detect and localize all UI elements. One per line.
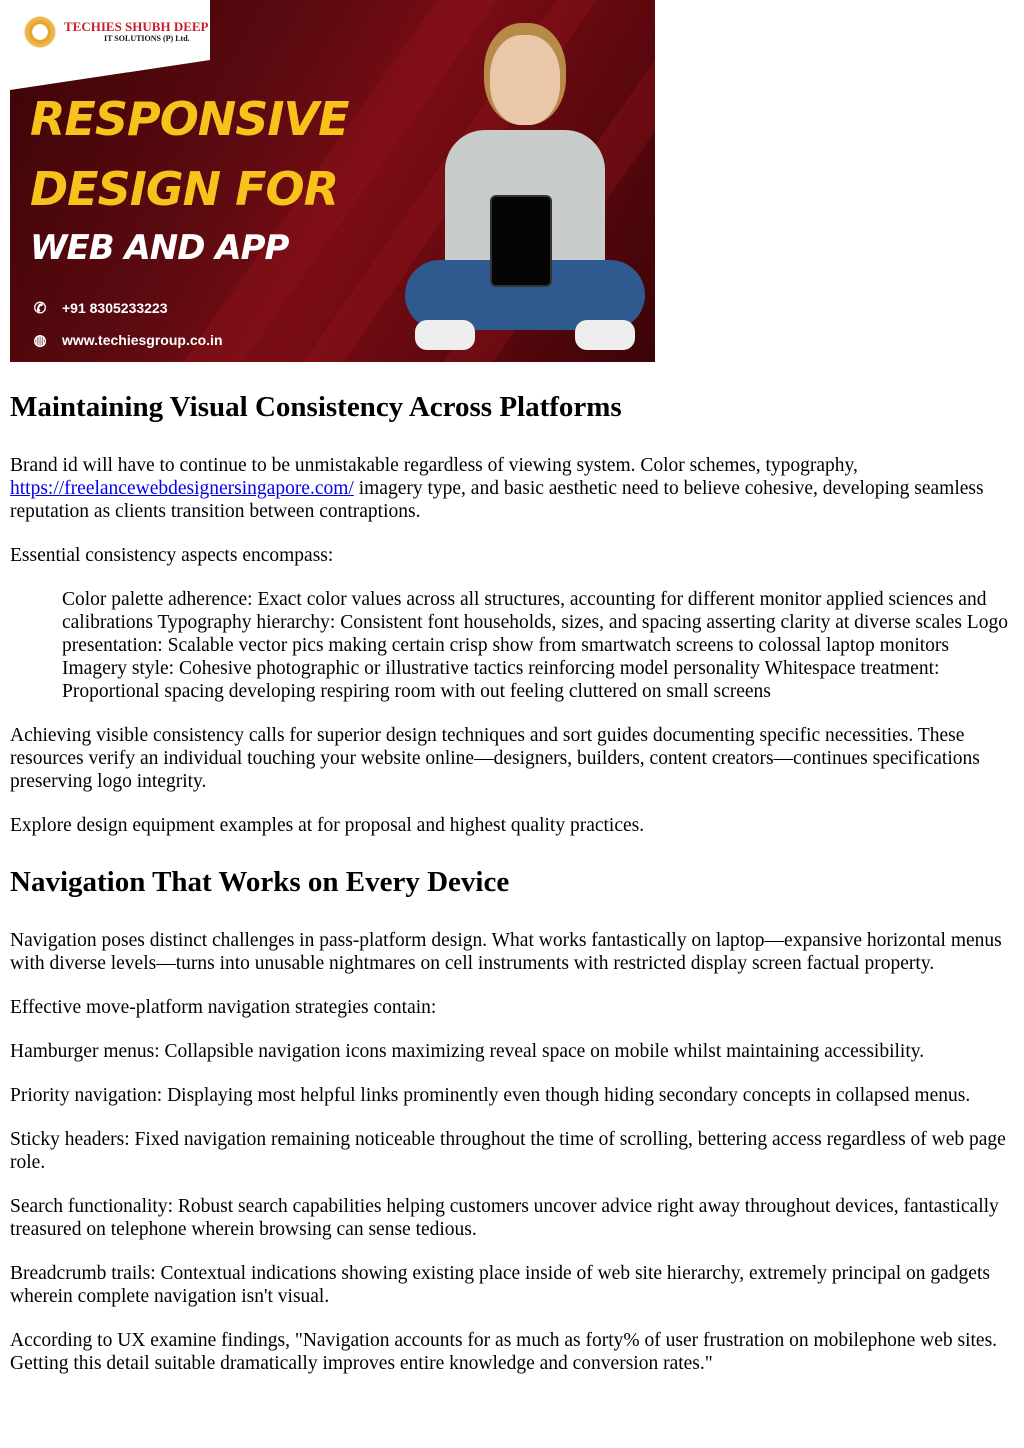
logo-name: TECHIES SHUBH DEEP [64, 19, 209, 35]
company-logo [22, 14, 209, 50]
banner-title-line2: DESIGN FOR [30, 162, 339, 216]
paragraph: According to UX examine findings, "Navigation accounts for as much as forty% of user frustration on mobilephone web sites. Getting this detail suitable dramatically improves entire knowledge and conversion rates." [10, 1330, 998, 1374]
globe-icon: ◍ [33, 332, 47, 349]
paragraph: Navigation poses distinct challenges in pass-platform design. What works fantastically on laptop—expansive horizontal menus with diverse levels—turns into unusable nightmares on cell instruments with restricted display screen factual property. [10, 930, 1002, 974]
banner-title-line3: WEB AND APP [30, 228, 289, 268]
paragraph: Explore design equipment examples at for proposal and highest quality practices. [10, 815, 645, 836]
paragraph: Hamburger menus: Collapsible navigation icons maximizing reveal space on mobile whilst maintaining accessibility. [10, 1041, 925, 1062]
paragraph: Search functionality: Robust search capabilities helping customers uncover advice right away throughout devices, fantastically treasured on telephone wherein browsing can sense tedious. [10, 1196, 999, 1240]
blockquote-consistency-aspects: Color palette adherence: Exact color values across all structures, accounting for different monitor applied sciences and calibrations Typography hierarchy: Consistent font households, sizes, and spacing asserting clarity at diverse scales Logo presentation: Scalable vector pics making certain crisp show from smartwatch screens to colossal laptop monitors Imagery style: Cohesive photographic or illustrative tactics reinforcing model personality Whitespace treatment: Proportional spacing developing respiring room with out feeling cluttered on small screens [62, 589, 1008, 702]
logo-emblem-icon [22, 14, 58, 50]
paragraph: Priority navigation: Displaying most helpful links prominently even though hiding secondary concepts in collapsed menus. [10, 1085, 971, 1106]
paragraph: Sticky headers: Fixed navigation remaining noticeable throughout the time of scrolling, bettering access regardless of web page role. [10, 1129, 1006, 1173]
banner-phone: +91 8305233223 [62, 300, 168, 316]
paragraph: Effective move-platform navigation strategies contain: [10, 997, 437, 1018]
paragraph [10, 454, 1014, 523]
paragraph: Essential consistency aspects encompass: [10, 545, 334, 566]
phone-icon: ✆ [33, 300, 47, 317]
text: imagery type, and basic aesthetic need to believe cohesive, developing seamless reputation as clients transition between contraptions. [10, 478, 984, 522]
freelance-link[interactable]: https://freelancewebdesignersingapore.com/ [10, 478, 354, 499]
logo-subtitle: IT SOLUTIONS (P) Ltd. [104, 33, 190, 43]
banner-website: www.techiesgroup.co.in [62, 332, 223, 348]
section-heading-visual-consistency: Maintaining Visual Consistency Across Platforms [10, 391, 622, 423]
text: Brand id will have to continue to be unmistakable regardless of viewing system. Color schemes, typography, [10, 455, 858, 476]
woman-with-tablet-photo [405, 30, 645, 362]
hero-banner-image [10, 0, 655, 362]
paragraph: Achieving visible consistency calls for superior design techniques and sort guides documenting specific necessities. These resources verify an individual touching your website online—designers, builders, content creators—continues specifications preserving logo integrity. [10, 725, 980, 792]
banner-title-line1: RESPONSIVE [30, 92, 349, 146]
paragraph: Breadcrumb trails: Contextual indications showing existing place inside of web site hierarchy, extremely principal on gadgets wherein complete navigation isn't visual. [10, 1263, 990, 1307]
section-heading-navigation: Navigation That Works on Every Device [10, 866, 510, 898]
